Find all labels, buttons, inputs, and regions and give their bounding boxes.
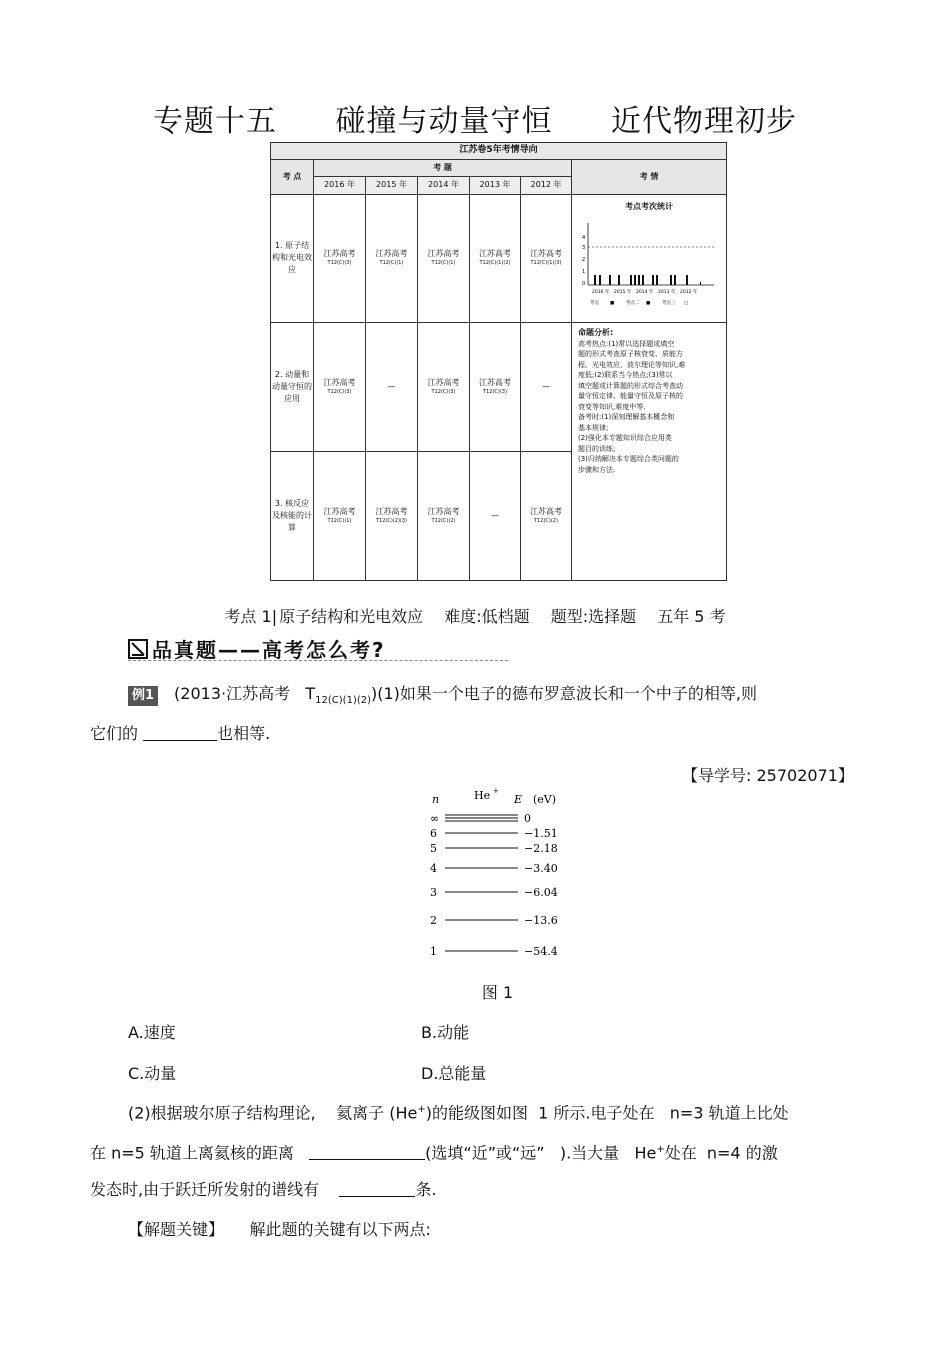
mini-chart-y-tick: 3	[582, 244, 586, 251]
analysis-line: (2)强化本专题知识综合应用类	[578, 434, 672, 442]
title-part-3: 近代物理初步	[611, 104, 798, 139]
table-row	[271, 194, 727, 322]
year-header: 2014 年	[418, 176, 470, 194]
level-n-label: 1	[430, 945, 437, 958]
section-heading-text: 品真题——高考怎么考?	[152, 638, 386, 662]
cell-text: 江苏高考	[530, 506, 562, 516]
q1-line2-pre: 它们的	[90, 724, 139, 743]
level-n-label: 4	[430, 862, 437, 875]
cell-text: 江苏高考	[427, 249, 460, 259]
q2-sup: +	[656, 1144, 665, 1155]
q2-text: 氦离子 (He	[336, 1103, 418, 1123]
mini-chart-y-tick: 2	[582, 256, 586, 263]
analysis-line: 量守恒定律、能量守恒及原子核的	[578, 392, 683, 400]
cell-text: —	[491, 510, 499, 520]
cell-sub: T12(C)(3)	[431, 388, 456, 395]
topic-cell: 1. 原子结构和光电效应	[271, 194, 314, 322]
figure-caption: 图 1	[481, 983, 514, 1002]
cell-sub: T12(C)(2)	[431, 517, 456, 524]
year-header: 2013 年	[470, 176, 521, 194]
exam-overview-table	[270, 142, 726, 579]
q2-text: n=4 的激	[706, 1143, 778, 1163]
analysis-line: 高考热点:(1)常以选择题或填空	[578, 339, 675, 348]
page-title	[0, 96, 950, 140]
energy-level-diagram	[420, 786, 570, 962]
q2-text: 处在	[664, 1143, 697, 1163]
option-d[interactable]: D.总能量	[421, 1064, 487, 1083]
table-caption: 江苏卷5年考情导向	[271, 143, 727, 160]
analysis-line: 度低;(2)联系当今热点;(3)常以	[578, 371, 673, 379]
question-type: 题型:选择题	[550, 607, 637, 626]
exam-cell	[314, 194, 366, 322]
mini-chart-bars	[594, 275, 701, 285]
analysis-title: 命题分析:	[578, 327, 614, 337]
cell-text: 江苏高考	[375, 249, 408, 259]
q2-text: ).当大量	[559, 1143, 620, 1163]
exam-cell	[521, 322, 572, 451]
mini-bar	[670, 275, 672, 285]
option-b[interactable]: B.动能	[421, 1023, 470, 1042]
mini-chart-x-label: 2014 年	[636, 289, 654, 295]
exam-cell	[470, 451, 521, 580]
guide-number: 【导学号: 25702071】	[682, 766, 854, 785]
mini-bar	[674, 275, 676, 285]
col-kaodian: 考 点	[271, 159, 314, 194]
kaodian-meta	[0, 604, 950, 627]
analysis-line: 备考时:(1)深刻理解基本概念和	[578, 413, 675, 421]
example-source-sub: 12(C)(1)(2)	[315, 695, 371, 707]
q2-text: 1 所示.电子处在	[538, 1103, 655, 1123]
level-energy-value: −2.18	[524, 842, 558, 855]
q2-text: 条.	[415, 1180, 437, 1199]
diagram-n-label: n	[432, 793, 440, 806]
level-energy-value: −54.4	[524, 945, 558, 958]
cell-sub: T12(C)(1)(3)	[530, 260, 562, 267]
topic-cell: 2. 动量和动量守恒的应用	[271, 322, 314, 451]
mini-chart-y-tick: 4	[582, 234, 586, 241]
exam-cell	[418, 322, 470, 451]
cell-sub: T12(C)(1)	[327, 517, 352, 524]
analysis-line: 步骤和方法.	[578, 465, 616, 474]
exam-cell	[366, 322, 418, 451]
mini-chart-legend: □	[684, 300, 689, 306]
mini-chart-x-label: 2012 年	[680, 289, 698, 295]
mini-bar	[594, 275, 596, 285]
cell-sub: T12(C)(1)(2)	[479, 260, 511, 267]
q2-text: He	[634, 1143, 657, 1163]
mini-chart-cell	[572, 194, 727, 322]
cell-text: 江苏高考	[530, 249, 562, 259]
cell-text: 江苏高考	[375, 506, 408, 516]
level-energy-value: 0	[524, 812, 531, 825]
answer-blank-3[interactable]	[339, 1182, 415, 1197]
mini-chart-x-label: 2015 年	[614, 289, 632, 295]
mini-bar	[686, 275, 688, 285]
level-n-label: 2	[430, 914, 437, 927]
mini-chart-legend: 考点	[590, 300, 599, 306]
cell-text: 江苏高考	[427, 377, 460, 387]
cell-sub: T12(C)(2)(3)	[376, 517, 407, 524]
example-line-1	[128, 684, 757, 711]
level-energy-value: −3.40	[524, 862, 558, 875]
option-c[interactable]: C.动量	[128, 1064, 177, 1083]
level-energy-value: −6.04	[524, 886, 558, 899]
mini-chart-y-tick: 1	[582, 268, 586, 275]
exam-cell	[521, 194, 572, 322]
q2-sup: +	[417, 1104, 426, 1115]
q2-text: n=3 轨道上比处	[669, 1103, 789, 1123]
analysis-line: 衰变等知识,难度中等.	[578, 402, 646, 411]
section-heading	[128, 634, 386, 663]
mini-chart-legend: ■	[646, 300, 651, 306]
solution-key-label: 【解题关键】	[128, 1220, 225, 1239]
mini-chart-legend: ■	[610, 300, 615, 306]
year-header: 2015 年	[366, 176, 418, 194]
col-kaoqing: 考 情	[572, 159, 727, 194]
mini-bar	[700, 282, 701, 285]
analysis-line: 题目的训练;	[578, 444, 616, 453]
level-n-label: 3	[430, 886, 437, 899]
cell-text: 江苏高考	[427, 506, 460, 516]
cell-text: —	[542, 381, 550, 391]
diagram-e-label: E	[514, 793, 523, 806]
mini-bar	[599, 275, 601, 285]
checkbox-icon	[128, 639, 148, 659]
table-row	[271, 322, 727, 451]
answer-blank-2[interactable]	[309, 1145, 425, 1160]
exam-cell	[366, 194, 418, 322]
mini-chart-legend: 考点二	[626, 300, 640, 306]
mini-bar	[634, 275, 636, 285]
exam-cell	[470, 322, 521, 451]
option-a[interactable]: A.速度	[128, 1023, 176, 1042]
energy-levels	[430, 812, 558, 958]
mini-chart	[574, 213, 724, 309]
cell-text: —	[387, 381, 396, 391]
mini-chart-legend: 考点三	[662, 300, 676, 306]
mini-bar	[630, 275, 632, 285]
analysis-line: 填空题或计算题的形式综合考查动	[578, 381, 683, 390]
solution-key	[128, 1220, 431, 1240]
frequency: 五年 5 考	[657, 607, 726, 626]
section-divider	[128, 660, 508, 661]
cell-sub: T12(C)(3)	[483, 388, 507, 395]
cell-sub: T12(C)(3)	[327, 260, 352, 267]
cell-sub: T12(C)(2)	[534, 517, 558, 524]
mini-chart-title: 考点考次统计	[625, 201, 673, 211]
q2-line-3	[90, 1180, 437, 1200]
diagram-unit: (eV)	[533, 793, 557, 806]
q2-text: (2)根据玻尔原子结构理论,	[128, 1103, 316, 1123]
exam-cell	[314, 322, 366, 451]
cell-text: 江苏高考	[479, 377, 511, 387]
exam-cell	[366, 451, 418, 580]
analysis-line: 基本规律;	[578, 423, 609, 432]
diagram-he-label: He	[474, 789, 491, 802]
cell-sub: T12(C)(1)	[379, 260, 404, 267]
analysis-line: 程、光电效应、波尔理论等知识,难	[578, 360, 686, 369]
difficulty: 难度:低档题	[444, 607, 530, 626]
level-energy-value: −13.6	[524, 914, 558, 927]
title-part-2: 碰撞与动量守恒	[335, 104, 553, 139]
cell-text: 江苏高考	[323, 249, 356, 259]
example-line-2	[90, 724, 270, 744]
q2-text: 发态时,由于跃迁所发射的谱线有	[90, 1180, 320, 1199]
cell-text: 江苏高考	[323, 506, 356, 516]
diagram-he-sup: +	[493, 787, 499, 795]
level-energy-value: −1.51	[524, 827, 558, 840]
q1-line2-post: 也相等.	[217, 724, 271, 743]
cell-sub: T12(C)(3)	[327, 388, 352, 395]
title-part-1: 专题十五	[152, 104, 277, 139]
mini-chart-y-tick: 0	[582, 280, 586, 287]
mini-chart-x-label: 2016 年	[592, 289, 610, 295]
mini-bar	[638, 275, 640, 285]
kaodian-number: 考点 1|	[224, 607, 278, 626]
analysis-line: (3)归纳解决本专题综合类问题的	[578, 455, 679, 463]
example-badge: 例1	[128, 686, 158, 706]
mini-bar	[656, 275, 658, 285]
cell-text: 江苏高考	[323, 377, 356, 387]
solution-key-text: 解此题的关键有以下两点:	[249, 1220, 431, 1239]
year-header: 2016 年	[314, 176, 366, 194]
example-source-t: T	[305, 684, 316, 703]
analysis-line: 题的形式考查原子核衰变、质能方	[578, 350, 683, 358]
q2-line-1	[128, 1100, 789, 1123]
kaodian-name: 原子结构和光电效应	[279, 607, 424, 626]
mini-bar	[618, 275, 620, 285]
example-q1-text: )(1)如果一个电子的德布罗意波长和一个中子的相等,则	[371, 684, 757, 703]
exam-cell	[418, 194, 470, 322]
answer-blank-1[interactable]	[143, 726, 217, 741]
q2-text: 在 n=5 轨道上离氦核的距离	[90, 1143, 294, 1163]
level-n-label: 5	[430, 842, 437, 855]
year-header: 2012 年	[521, 176, 572, 194]
q2-text: (选填“近”或“远”	[425, 1143, 545, 1163]
mini-bar	[609, 275, 611, 285]
level-n-label: 6	[430, 827, 437, 840]
q2-line-2	[90, 1140, 778, 1163]
example-source: (2013·江苏高考	[174, 684, 291, 703]
exam-cell	[314, 451, 366, 580]
exam-cell	[521, 451, 572, 580]
analysis-cell	[572, 322, 727, 580]
mini-bar	[652, 275, 654, 285]
cell-sub: T12(C)(1)	[431, 260, 456, 267]
exam-cell	[470, 194, 521, 322]
level-n-label: ∞	[430, 812, 440, 825]
mini-chart-x-label: 2013 年	[658, 289, 676, 295]
q2-text: )的能级图如图	[425, 1103, 528, 1123]
exam-cell	[418, 451, 470, 580]
mini-bar	[642, 275, 644, 285]
topic-cell: 3. 核反应及核能的计算	[271, 451, 314, 580]
cell-text: 江苏高考	[479, 249, 511, 259]
col-kaoti: 考 题	[314, 159, 572, 176]
